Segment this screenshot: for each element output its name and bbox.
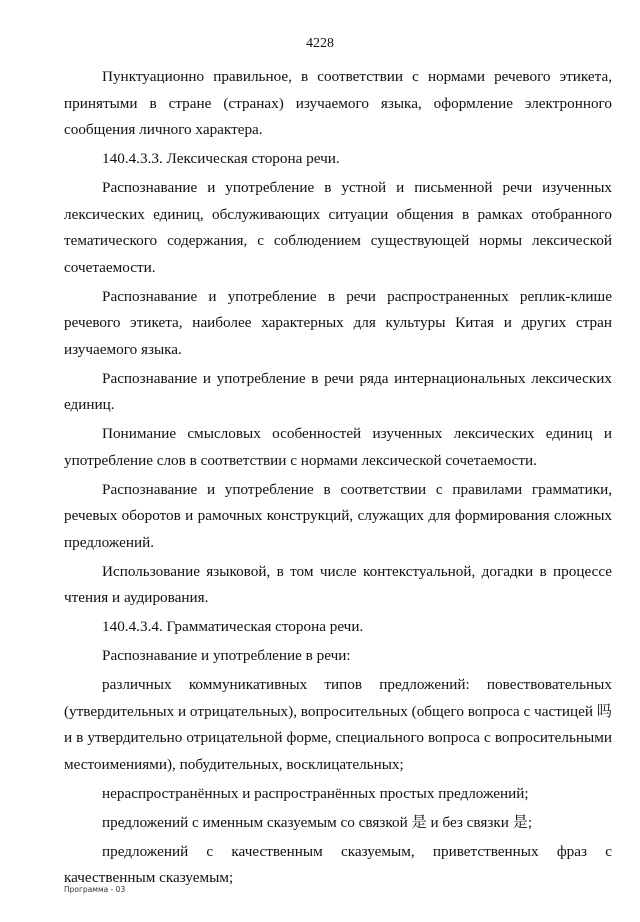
document-body — [64, 64, 612, 894]
paragraph: Распознавание и употребление в речи: — [102, 647, 351, 664]
paragraph: Использование языковой, в том числе контекстуальной, догадки в процессе чтения и аудирования. — [64, 562, 612, 606]
list-item: различных коммуникативных типов предложений: повествовательных (утвердительных и отрицательных), вопросительных (общего вопроса с частицей 吗 и в утвердительно отрицательной форме, специального вопроса с вопросительными местоимениями), побудительных, восклицательных; — [64, 676, 612, 773]
footer-label: Программа - 03 — [64, 885, 126, 894]
list-item: нераспространённых и распространённых простых предложений; — [102, 784, 529, 802]
list-item: предложений с именным сказуемым со связкой 是 и без связки 是; — [102, 813, 533, 831]
paragraph: Распознавание и употребление в речи распространенных реплик-клише речевого этикета, наиболее характерных для культуры Китая и других стран изучаемого языка. — [64, 287, 612, 358]
section-heading: 140.4.3.4. Грамматическая сторона речи. — [102, 618, 364, 635]
paragraph: Распознавание и употребление в соответствии с правилами грамматики, речевых оборотов и рамочных конструкций, служащих для формирования сложных предложений. — [64, 480, 612, 551]
paragraph: Распознавание и употребление в устной и письменной речи изученных лексических единиц, обслуживающих ситуации общения в рамках отобранного тематического содержания, с соблюдением существующей нормы лексической сочетаемости. — [64, 179, 612, 276]
section-heading: 140.4.3.3. Лексическая сторона речи. — [102, 150, 340, 167]
paragraph: Распознавание и употребление в речи ряда интернациональных лексических единиц. — [64, 369, 612, 413]
list-item: предложений с качественным сказуемым, приветственных фраз с качественным сказуемым; — [64, 842, 612, 886]
paragraph: Пунктуационно правильное, в соответствии с нормами речевого этикета, принятыми в стране (странах) изучаемого языка, оформление электронного сообщения личного характера. — [64, 68, 612, 138]
paragraph: Понимание смысловых особенностей изученных лексических единиц и употребление слов в соответствии с нормами лексической сочетаемости. — [64, 425, 612, 469]
page-number: 4228 — [306, 36, 334, 51]
